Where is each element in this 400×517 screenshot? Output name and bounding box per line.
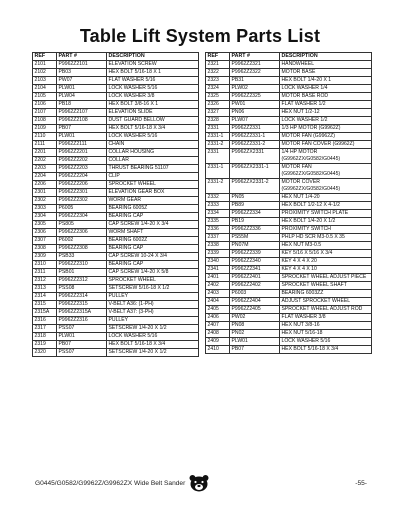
part-number-cell: P9962Z2334 <box>230 210 280 218</box>
ref-cell: 2101 <box>33 61 57 69</box>
part-number-cell: P9962Z2325 <box>230 93 280 101</box>
table-row <box>33 269 199 277</box>
part-number-cell: PB89 <box>230 202 280 210</box>
table-header-row <box>33 53 199 61</box>
table-row <box>206 93 372 101</box>
table-row <box>33 309 199 317</box>
part-number-cell: P9962ZX2331-1 <box>230 164 280 179</box>
part-number-cell: P9962Z2315A <box>57 309 107 317</box>
part-number-cell: P9962Z2206 <box>57 181 107 189</box>
part-number-cell: P9962Z2301 <box>57 189 107 197</box>
table-row <box>33 197 199 205</box>
table-row <box>206 141 372 149</box>
table-row <box>206 117 372 125</box>
ref-cell: 2311 <box>33 269 57 277</box>
table-row <box>33 325 199 333</box>
description-cell: CAP SCREW 1/4-20 X 3/4 <box>107 221 199 229</box>
description-cell: BEARING CAP <box>107 245 199 253</box>
part-number-cell: PW07 <box>57 77 107 85</box>
part-number-cell: PLW01 <box>230 338 280 346</box>
table-header-row <box>206 53 372 61</box>
part-number-cell: P9962Z2201 <box>57 149 107 157</box>
ref-cell: 2315 <box>33 301 57 309</box>
ref-cell: 2320 <box>33 349 57 357</box>
ref-cell: 2409 <box>206 338 230 346</box>
part-number-cell: PLW07 <box>230 117 280 125</box>
description-cell: PULLEY <box>107 293 199 301</box>
description-cell: LOCK WASHER 1/2 <box>280 117 372 125</box>
part-number-cell: PN07M <box>230 242 280 250</box>
table-row <box>206 234 372 242</box>
ref-cell: 2303 <box>33 205 57 213</box>
description-cell: CAP SCREW 10-24 X 3/4 <box>107 253 199 261</box>
description-cell: MOTOR FAN (G9962ZX/G0582/G0445) <box>280 164 372 179</box>
table-row <box>206 298 372 306</box>
ref-cell: 2331-1 <box>206 164 230 179</box>
description-header: DESCRIPTION <box>107 53 199 61</box>
description-cell: FLAT WASHER 3/8 <box>280 314 372 322</box>
description-cell: HEX BOLT 5/16-18 X 3/4 <box>280 346 372 354</box>
description-cell: BEARING 6005Z <box>107 205 199 213</box>
ref-cell: 2327 <box>206 109 230 117</box>
part-number-cell: PS805 <box>57 221 107 229</box>
table-row <box>33 205 199 213</box>
description-cell: SETSCREW 1/4-20 X 1/2 <box>107 325 199 333</box>
ref-cell: 2401 <box>206 274 230 282</box>
ref-cell: 2339 <box>206 250 230 258</box>
part-number-cell: PSS07 <box>57 325 107 333</box>
part-number-cell: PSB33 <box>57 253 107 261</box>
ref-cell: 2319 <box>33 341 57 349</box>
description-cell: HEX BOLT 1/2-12 X 4-1/2 <box>280 202 372 210</box>
part-number-cell: P9962Z2108 <box>57 117 107 125</box>
table-row <box>206 210 372 218</box>
description-cell: HEX BOLT 5/16-18 X 3/4 <box>107 125 199 133</box>
parts-table-right <box>205 52 372 354</box>
part-number-cell: P9962ZX2331 <box>230 149 280 164</box>
part-number-cell: P9962Z2312 <box>57 277 107 285</box>
description-cell: LOCK WASHER 3/8 <box>107 93 199 101</box>
table-row <box>206 226 372 234</box>
description-cell: HEX BOLT 5/16-18 X 3/4 <box>107 341 199 349</box>
table-row <box>33 285 199 293</box>
ref-cell: 2314 <box>33 293 57 301</box>
description-cell: PHLP HD SCR M3-0.5 X 35 <box>280 234 372 242</box>
part-number-cell: P9962ZX2331-2 <box>230 179 280 194</box>
part-header: PART # <box>230 53 280 61</box>
description-cell: HEX NUT M3-0.5 <box>280 242 372 250</box>
table-row <box>206 133 372 141</box>
part-number-cell: PS55M <box>230 234 280 242</box>
table-row <box>33 317 199 325</box>
description-cell: HEX BOLT 1/4-20 X 1/2 <box>280 218 372 226</box>
table-row <box>206 282 372 290</box>
ref-cell: 2306 <box>33 229 57 237</box>
description-cell: BEARING CAP <box>107 213 199 221</box>
table-row <box>33 237 199 245</box>
description-cell: KEY 4 X 4 X 20 <box>280 258 372 266</box>
table-row <box>206 274 372 282</box>
page-number: -55- <box>355 480 367 487</box>
description-cell: WORM GEAR <box>107 197 199 205</box>
ref-cell: 2203 <box>33 165 57 173</box>
description-cell: CHAIN <box>107 141 199 149</box>
ref-cell: 2204 <box>33 173 57 181</box>
ref-cell: 2404 <box>206 298 230 306</box>
description-cell: SPROCKET WHEEL <box>107 277 199 285</box>
part-number-cell: PN06 <box>230 109 280 117</box>
table-row <box>206 330 372 338</box>
description-cell: KEY 5/16 X 5/16 X 3/4 <box>280 250 372 258</box>
part-number-cell: P9962Z2204 <box>57 173 107 181</box>
table-row <box>33 349 199 357</box>
part-number-cell: PB07 <box>57 341 107 349</box>
grizzly-bear-logo-icon <box>188 474 210 492</box>
table-row <box>206 322 372 330</box>
table-row <box>206 164 372 179</box>
ref-cell: 2336 <box>206 226 230 234</box>
table-row <box>33 61 199 69</box>
table-row <box>206 179 372 194</box>
table-row <box>33 189 199 197</box>
table-row <box>33 333 199 341</box>
description-cell: CLIP <box>107 173 199 181</box>
part-number-cell: P6005 <box>57 205 107 213</box>
part-number-cell: PLW01 <box>57 333 107 341</box>
ref-cell: 2201 <box>33 149 57 157</box>
table-row <box>206 258 372 266</box>
description-cell: LOCK WASHER 1/4 <box>280 85 372 93</box>
table-row <box>33 133 199 141</box>
ref-cell: 2315A <box>33 309 57 317</box>
description-cell: LOCK WASHER 5/16 <box>107 133 199 141</box>
ref-cell: 2313 <box>33 285 57 293</box>
part-number-cell: PB18 <box>57 101 107 109</box>
part-number-cell: P9962Z2315 <box>57 301 107 309</box>
table-row <box>206 338 372 346</box>
ref-cell: 2318 <box>33 333 57 341</box>
table-row <box>33 141 199 149</box>
ref-cell: 2337 <box>206 234 230 242</box>
ref-header: REF <box>33 53 57 61</box>
ref-cell: 2328 <box>206 117 230 125</box>
part-number-cell: PLW01 <box>57 133 107 141</box>
part-number-cell: P9962Z2203 <box>57 165 107 173</box>
table-row <box>33 245 199 253</box>
description-cell: 1/3 HP MOTOR (G9962Z) <box>280 125 372 133</box>
table-row <box>206 85 372 93</box>
part-number-cell: P9962Z2404 <box>230 298 280 306</box>
ref-cell: 2332 <box>206 194 230 202</box>
table-row <box>206 202 372 210</box>
table-row <box>33 117 199 125</box>
description-header: DESCRIPTION <box>280 53 372 61</box>
ref-cell: 2324 <box>206 85 230 93</box>
description-cell: SETSCREW 5/16-18 X 1/2 <box>107 285 199 293</box>
part-number-cell: P9962Z2202 <box>57 157 107 165</box>
description-cell: SPROCKET WHEEL ADJUST PIECE <box>280 274 372 282</box>
table-row <box>206 218 372 226</box>
table-row <box>33 277 199 285</box>
table-row <box>33 77 199 85</box>
description-cell: MOTOR COVER (G9962ZX/G0582/G0445) <box>280 179 372 194</box>
description-cell: FLAT WASHER 5/16 <box>107 77 199 85</box>
description-cell: WORM SHAFT <box>107 229 199 237</box>
description-cell: FLAT WASHER 1/2 <box>280 101 372 109</box>
description-cell: ADJUST SPROCKET WHEEL <box>280 298 372 306</box>
ref-cell: 2302 <box>33 197 57 205</box>
table-row <box>206 194 372 202</box>
description-cell: MOTOR BASE <box>280 69 372 77</box>
table-row <box>33 229 199 237</box>
part-number-cell: PSS07 <box>57 349 107 357</box>
table-row <box>33 181 199 189</box>
part-number-cell: PLW01 <box>57 85 107 93</box>
table-row <box>33 173 199 181</box>
part-number-cell: P9962Z2316 <box>57 317 107 325</box>
part-number-cell: PB03 <box>57 69 107 77</box>
part-number-cell: P9962Z2304 <box>57 213 107 221</box>
ref-cell: 2335 <box>206 218 230 226</box>
part-number-cell: PN02 <box>230 330 280 338</box>
description-cell: ELEVATION SCREW <box>107 61 199 69</box>
ref-cell: 2402 <box>206 282 230 290</box>
part-number-cell: P9962Z2336 <box>230 226 280 234</box>
ref-cell: 2105 <box>33 93 57 101</box>
description-cell: HEX BOLT 1/4-20 X 1 <box>280 77 372 85</box>
table-row <box>206 101 372 109</box>
ref-cell: 2310 <box>33 261 57 269</box>
ref-cell: 2331 <box>206 125 230 133</box>
description-cell: SPROCKET WHEEL ADJUST ROD <box>280 306 372 314</box>
description-cell: HEX NUT 3/8-16 <box>280 322 372 330</box>
description-cell: V-BELT A36: (1-PH) <box>107 301 199 309</box>
description-cell: HANDWHEEL <box>280 61 372 69</box>
ref-cell: 2317 <box>33 325 57 333</box>
table-row <box>206 250 372 258</box>
part-number-cell: PN05 <box>230 194 280 202</box>
table-row <box>33 165 199 173</box>
part-number-cell: PW01 <box>230 101 280 109</box>
description-cell: V-BELT A37: (3-PH) <box>107 309 199 317</box>
description-cell: ELEVATION GEAR BOX <box>107 189 199 197</box>
table-row <box>206 69 372 77</box>
ref-cell: 2312 <box>33 277 57 285</box>
ref-cell: 2316 <box>33 317 57 325</box>
table-row <box>206 306 372 314</box>
description-cell: HEX BOLT 3/8-16 X 1 <box>107 101 199 109</box>
ref-cell: 2104 <box>33 85 57 93</box>
ref-cell: 2406 <box>206 314 230 322</box>
parts-table-left <box>32 52 199 357</box>
description-cell: COLLAR HOUSING <box>107 149 199 157</box>
description-cell: THRUST BEARING 51107 <box>107 165 199 173</box>
part-number-cell: P9962Z2302 <box>57 197 107 205</box>
ref-cell: 2405 <box>206 306 230 314</box>
table-row <box>33 149 199 157</box>
part-number-cell: P9962Z2401 <box>230 274 280 282</box>
part-number-cell: P6002 <box>57 237 107 245</box>
footer-model-text: G0445/G0582/G9962Z/G9962ZX Wide Belt Sander <box>35 480 186 487</box>
ref-cell: 2331-2 <box>206 179 230 194</box>
ref-cell: 2410 <box>206 346 230 354</box>
part-number-cell: P9962Z2101 <box>57 61 107 69</box>
description-cell: BEARING 6003ZZ <box>280 290 372 298</box>
table-row <box>206 242 372 250</box>
part-number-cell: PLW02 <box>230 85 280 93</box>
description-cell: HEX NUT 1/4-20 <box>280 194 372 202</box>
description-cell: HEX NUT 5/16-18 <box>280 330 372 338</box>
table-row <box>206 346 372 354</box>
part-number-cell: P9962Z2340 <box>230 258 280 266</box>
table-row <box>33 125 199 133</box>
part-number-cell: PN08 <box>230 322 280 330</box>
description-cell: ELEVATION SLIDE <box>107 109 199 117</box>
table-row <box>33 213 199 221</box>
description-cell: PROXIMITY SWITCH <box>280 226 372 234</box>
description-cell: SPROCKET WHEEL <box>107 181 199 189</box>
part-number-cell: P9962Z2308 <box>57 245 107 253</box>
table-row <box>33 221 199 229</box>
ref-header: REF <box>206 53 230 61</box>
ref-cell: 2322 <box>206 69 230 77</box>
part-number-cell: P9962Z2322 <box>230 69 280 77</box>
ref-cell: 2403 <box>206 290 230 298</box>
description-cell: LOCK WASHER 5/16 <box>107 333 199 341</box>
description-cell: MOTOR FAN (G9962Z) <box>280 133 372 141</box>
description-cell: MOTOR FAN COVER (G9962Z) <box>280 141 372 149</box>
ref-cell: 2103 <box>33 77 57 85</box>
ref-cell: 2111 <box>33 141 57 149</box>
table-row <box>33 301 199 309</box>
description-cell: HEX NUT 1/2-12 <box>280 109 372 117</box>
table-row <box>206 149 372 164</box>
ref-cell: 2202 <box>33 157 57 165</box>
description-cell: KEY 4 X 4 X 10 <box>280 266 372 274</box>
ref-cell: 2301 <box>33 189 57 197</box>
table-row <box>33 157 199 165</box>
ref-cell: 2307 <box>33 237 57 245</box>
part-number-cell: P9962Z2331 <box>230 125 280 133</box>
ref-cell: 2308 <box>33 245 57 253</box>
description-cell: BEARING 6002Z <box>107 237 199 245</box>
part-number-cell: P9962Z2339 <box>230 250 280 258</box>
description-cell: LOCK WASHER 5/16 <box>280 338 372 346</box>
description-cell: COLLAR <box>107 157 199 165</box>
part-number-cell: P9962Z2111 <box>57 141 107 149</box>
description-cell: 1/4 HP MOTOR (G9962ZX/G0582/G0445) <box>280 149 372 164</box>
ref-cell: 2333 <box>206 202 230 210</box>
part-number-cell: PB19 <box>230 218 280 226</box>
ref-cell: 2341 <box>206 266 230 274</box>
table-row <box>33 69 199 77</box>
table-row <box>206 125 372 133</box>
table-row <box>33 109 199 117</box>
ref-cell: 2102 <box>33 69 57 77</box>
table-row <box>33 253 199 261</box>
table-row <box>206 109 372 117</box>
ref-cell: 2325 <box>206 93 230 101</box>
ref-cell: 2331-1 <box>206 133 230 141</box>
table-row <box>33 341 199 349</box>
table-row <box>206 314 372 322</box>
part-number-cell: PSS08 <box>57 285 107 293</box>
description-cell: SETSCREW 1/4-20 X 1/2 <box>107 349 199 357</box>
part-number-cell: P9962Z2405 <box>230 306 280 314</box>
ref-cell: 2407 <box>206 322 230 330</box>
part-number-cell: P9962Z2107 <box>57 109 107 117</box>
ref-cell: 2206 <box>33 181 57 189</box>
part-number-cell: PSB01 <box>57 269 107 277</box>
part-number-cell: PLW04 <box>57 93 107 101</box>
part-number-cell: PB31 <box>230 77 280 85</box>
part-number-cell: P9962Z2331-2 <box>230 141 280 149</box>
part-number-cell: P9962Z2341 <box>230 266 280 274</box>
ref-cell: 2334 <box>206 210 230 218</box>
part-number-cell: P9962Z2306 <box>57 229 107 237</box>
ref-cell: 2110 <box>33 133 57 141</box>
ref-cell: 2331 <box>206 149 230 164</box>
table-row <box>206 77 372 85</box>
description-cell: BEARING CAP <box>107 261 199 269</box>
ref-cell: 2408 <box>206 330 230 338</box>
ref-cell: 2331-2 <box>206 141 230 149</box>
part-header: PART # <box>57 53 107 61</box>
table-row <box>206 266 372 274</box>
table-row <box>206 61 372 69</box>
page-title: Table Lift System Parts List <box>79 26 321 46</box>
part-number-cell: PB07 <box>230 346 280 354</box>
ref-cell: 2340 <box>206 258 230 266</box>
part-number-cell: PW02 <box>230 314 280 322</box>
part-number-cell: P9962Z2321 <box>230 61 280 69</box>
part-number-cell: P6003 <box>230 290 280 298</box>
part-number-cell: P9962Z2331-1 <box>230 133 280 141</box>
description-cell: PROXIMITY SWITCH PLATE <box>280 210 372 218</box>
ref-cell: 2106 <box>33 101 57 109</box>
description-cell: MOTOR BASE ROD <box>280 93 372 101</box>
description-cell: HEX BOLT 5/16-18 X 1 <box>107 69 199 77</box>
ref-cell: 2305 <box>33 221 57 229</box>
table-row <box>33 101 199 109</box>
ref-cell: 2309 <box>33 253 57 261</box>
part-number-cell: P9962Z2314 <box>57 293 107 301</box>
table-row <box>33 93 199 101</box>
table-row <box>206 290 372 298</box>
ref-cell: 2321 <box>206 61 230 69</box>
table-row <box>33 85 199 93</box>
part-number-cell: P9962Z2402 <box>230 282 280 290</box>
part-number-cell: P9962Z2310 <box>57 261 107 269</box>
ref-cell: 2338 <box>206 242 230 250</box>
description-cell: PULLEY <box>107 317 199 325</box>
ref-cell: 2107 <box>33 109 57 117</box>
table-row <box>33 293 199 301</box>
table-row <box>33 261 199 269</box>
ref-cell: 2108 <box>33 117 57 125</box>
ref-cell: 2323 <box>206 77 230 85</box>
ref-cell: 2326 <box>206 101 230 109</box>
part-number-cell: PB07 <box>57 125 107 133</box>
description-cell: DUST GUARD BELLOW <box>107 117 199 125</box>
ref-cell: 2109 <box>33 125 57 133</box>
description-cell: LOCK WASHER 5/16 <box>107 85 199 93</box>
description-cell: SPROCKET WHEEL SHAFT <box>280 282 372 290</box>
ref-cell: 2304 <box>33 213 57 221</box>
description-cell: CAP SCREW 1/4-20 X 5/8 <box>107 269 199 277</box>
